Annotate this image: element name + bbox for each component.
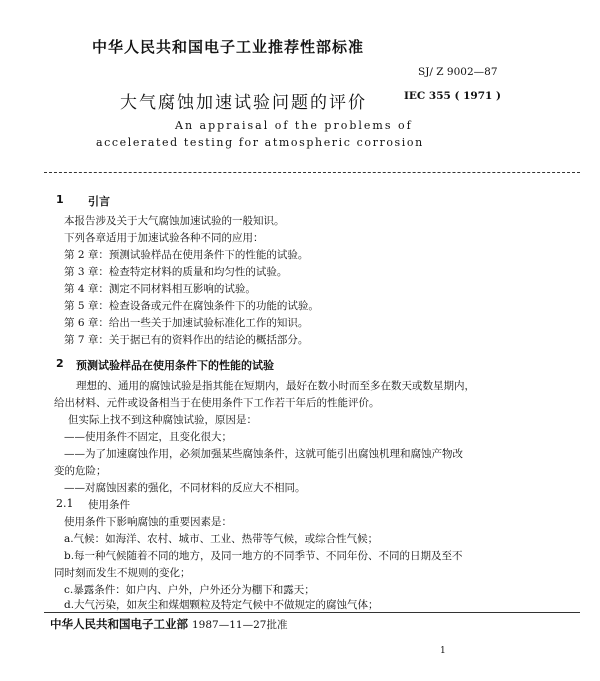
section-1-line: 第 3 章：检查特定材料的质量和均匀性的试验。	[64, 266, 288, 278]
header-divider	[44, 172, 580, 173]
issuer: 中华人民共和国电子工业部	[50, 617, 188, 631]
approval-date: 1987—11—27批准	[192, 619, 288, 631]
standard-header: 中华人民共和国电子工业推荐性部标准	[92, 38, 365, 56]
section-1-line: 下列各章适用于加速试验各种不同的应用：	[64, 232, 264, 244]
section-2-1-number: 2.1	[56, 497, 74, 510]
standard-code: SJ/ Z 9002—87	[418, 66, 498, 78]
section-2-reason: ——使用条件不固定，且变化很大；	[64, 431, 232, 443]
section-2-reason: ——为了加速腐蚀作用，必须加强某些腐蚀条件，这就可能引出腐蚀机理和腐蚀产物改	[64, 448, 463, 460]
section-2-1-item: b.每一种气候随着不同的地方，及同一地方的不同季节、不同年份、不同的日期及至不	[64, 550, 463, 562]
footer-divider	[44, 612, 580, 613]
section-2-1-item: c.暴露条件：如户内、户外，户外还分为棚下和露天；	[64, 584, 315, 596]
section-2-reason: 变的危险；	[54, 465, 107, 477]
section-1-line: 第 7 章：关于据已有的资料作出的结论的概括部分。	[64, 334, 309, 346]
section-2-1-item: a.气候：如海洋、农村、城市、工业、热带等气候，或综合性气候；	[64, 533, 379, 545]
section-1-line: 第 6 章：给出一些关于加速试验标准化工作的知识。	[64, 317, 309, 329]
section-1-line: 第 5 章：检查设备或元件在腐蚀条件下的功能的试验。	[64, 300, 319, 312]
section-2-paragraph: 给出材料、元件或设备相当于在使用条件下工作若干年后的性能评价。	[54, 397, 380, 409]
section-1-line: 本报告涉及关于大气腐蚀加速试验的一般知识。	[64, 215, 285, 227]
iec-reference: IEC 355 ( 1971 )	[404, 90, 501, 102]
section-1-line: 第 2 章：预测试验样品在使用条件下的性能的试验。	[64, 249, 309, 261]
section-2-1-item: d.大气污染，如灰尘和煤烟颗粒及特定气候中不做规定的腐蚀气体；	[64, 599, 379, 611]
section-2-1-intro: 使用条件下影响腐蚀的重要因素是：	[64, 516, 232, 528]
english-title-line2: accelerated testing for atmospheric corrosion	[96, 136, 424, 149]
section-2-1-heading: 使用条件	[88, 499, 130, 511]
section-2-reason: ——对腐蚀因素的强化，不同材料的反应大不相同。	[64, 482, 306, 494]
english-title-line1: An appraisal of the problems of	[175, 119, 413, 132]
section-1-heading: 引言	[88, 195, 110, 208]
section-2-paragraph: 但实际上找不到这种腐蚀试验，原因是：	[68, 414, 257, 426]
section-1-line: 第 4 章：测定不同材料相互影响的试验。	[64, 283, 256, 295]
document-title: 大气腐蚀加速试验问题的评价	[120, 93, 367, 113]
page-number: 1	[440, 646, 446, 656]
section-1-number: 1	[56, 193, 64, 206]
section-2-paragraph: 理想的、通用的腐蚀试验是指其能在短期内，最好在数小时而至多在数天或数星期内，	[76, 380, 475, 392]
section-2-number: 2	[56, 357, 64, 370]
section-2-heading: 预测试验样品在使用条件下的性能的试验	[76, 359, 274, 372]
section-2-1-item: 同时刻而发生不规则的变化；	[54, 567, 191, 579]
